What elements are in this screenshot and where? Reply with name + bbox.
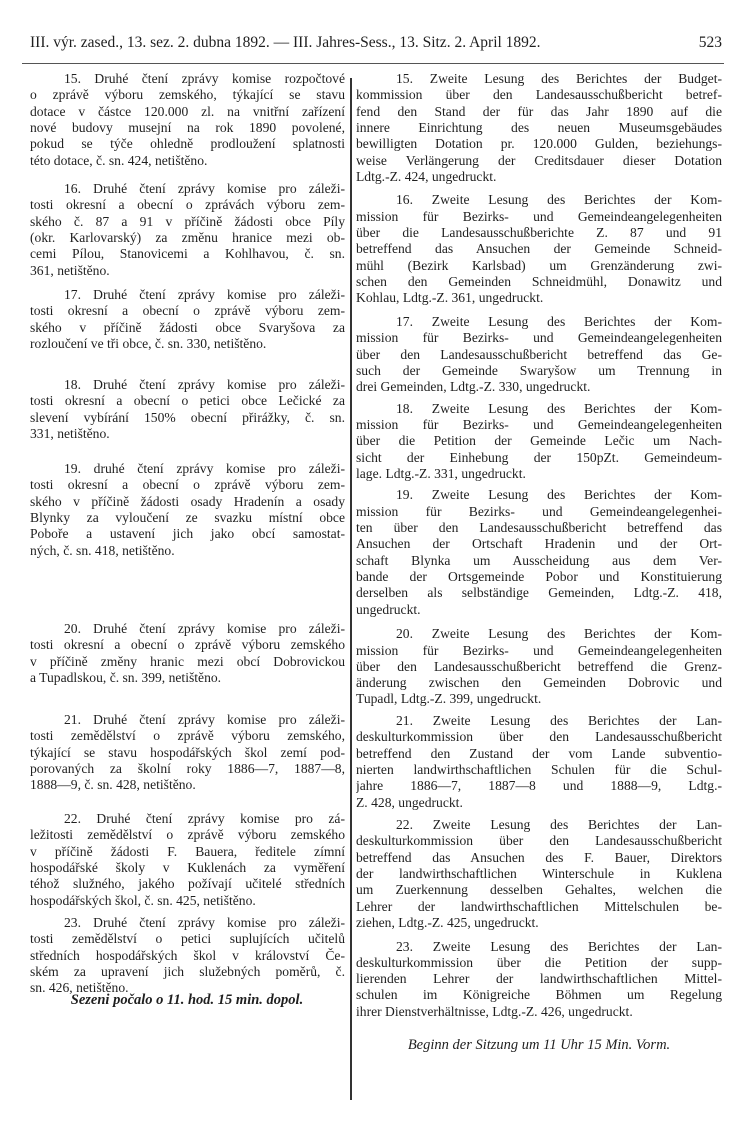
text-line: cemi Pílou, Stanovicemi a Kohlhavou, č. sn. [30, 246, 345, 262]
text-line: porovaných za školní roky 1886—7, 1887—8, [30, 760, 345, 776]
text-line: sn. 426, netištěno. [30, 980, 129, 996]
text-line: ležitosti zemědělství o zprávě výboru zemského [30, 827, 345, 843]
text-line: ského v příčině žádosti obce Svaryšova za [30, 319, 345, 335]
text-line: änderung zwischen den Gemeinden Dobrovic und [356, 675, 722, 691]
czech-agenda-item [30, 810, 345, 908]
german-agenda-item [356, 400, 722, 482]
text-line: mission für Bezirks- und Gemeindeangelegenheiten [356, 642, 722, 658]
text-line: jahre 1886—7, 1887—8 und 1888—9, Ldtg.- [356, 778, 722, 794]
text-line: tosti zemědělství o zprávě výboru zemského, [30, 728, 345, 744]
text-line: 331, netištěno. [30, 425, 110, 441]
text-line: der landwirthschaftlichen Winterschule in Kuklena [356, 865, 722, 881]
text-line: 19. druhé čtení zprávy komise pro záleži- [64, 461, 345, 476]
german-agenda-item [356, 712, 722, 810]
text-line: dotace v částce 120.000 zl. na vnitřní zařízení [30, 103, 345, 119]
text-line: drei Gemeinden, Ldtg.-Z. 330, ungedruckt. [356, 379, 591, 395]
text-line: ziehen, Ldtg.-Z. 425, ungedruckt. [356, 914, 539, 930]
text-line: 17. Zweite Lesung des Berichtes der Kom- [396, 313, 722, 329]
text-line: ského č. 87 a 91 v příčině žádosti obce Píly [30, 213, 345, 229]
text-line: weise Verlängerung der Creditsdauer dieser Dotation [356, 152, 722, 168]
text-line: deskulturkommission über den Landesausschußbericht [356, 833, 722, 849]
text-line: lage. Ldtg.-Z. 331, ungedruckt. [356, 465, 526, 481]
czech-agenda-item [30, 914, 345, 996]
text-line: tosti okresní a obecní o petici obce Lečické za [30, 393, 345, 409]
text-line: um Zuerkennung desselben Gehaltes, welchen die [356, 882, 722, 898]
page-number: 523 [698, 34, 722, 51]
text-line: schulen im Königreiche Böhmen um Regelung [356, 987, 722, 1003]
text-line: 19. Zweite Lesung des Berichtes der Kom- [396, 487, 722, 503]
text-line: tosti zemědělství o petici suplujících učitelů [30, 931, 345, 947]
text-line: téhož služného, jakého požívají učitelé středních [30, 876, 345, 892]
czech-agenda-item [30, 286, 345, 351]
text-line: über die Petition der Gemeinde Lečic um Nach- [356, 433, 722, 449]
czech-agenda-item [30, 620, 345, 685]
column-divider [350, 78, 352, 1100]
text-line: v příčině žádosti F. Bauera, ředitele zímní [30, 843, 345, 859]
text-line: bewilligten Dotation pr. 120.000 Gulden, beziehungs- [356, 136, 722, 152]
text-line: Kohlau, Ldtg.-Z. 361, ungedruckt. [356, 290, 544, 306]
running-header [30, 34, 722, 52]
text-line: kommission über den Landesausschußbericht betref- [356, 87, 722, 103]
text-line: 15. Zweite Lesung des Berichtes der Budget- [396, 71, 722, 86]
text-line: tosti okresní a obecní o zprávě výboru zem- [30, 477, 345, 493]
text-line: 1888—9, č. sn. 428, netištěno. [30, 777, 196, 793]
text-line: betreffend den Zustand der vom Lande subventio- [356, 745, 722, 761]
text-line: a Tupadlskou, č. sn. 399, netištěno. [30, 669, 222, 685]
text-line: 22. Druhé čtení zprávy komise pro zá- [64, 811, 345, 826]
text-line: 361, netištěno. [30, 262, 110, 278]
czech-agenda-item [30, 376, 345, 441]
text-line: této dotace, č. sn. 424, netištěno. [30, 152, 208, 168]
text-line: ten über den Landesausschußbericht betreffend das [356, 520, 722, 536]
text-line: tosti okresní a obecní o zprávě výboru zem- [30, 303, 345, 319]
text-line: such der Gemeinde Swaryšow um Trennung in [356, 362, 722, 378]
text-line: 22. Zweite Lesung des Berichtes der Lan- [396, 817, 722, 833]
text-line: hospodářských škol, č. sn. 425, netištěno. [30, 892, 256, 908]
czech-agenda-item [30, 711, 345, 793]
text-line: mission für Bezirks- und Gemeindeangelegenhei- [356, 503, 722, 519]
text-line: über den Landesausschußbericht betreffend das Ge- [356, 346, 722, 362]
text-line: ského v příčině žádosti osady Hradenín a osady [30, 493, 345, 509]
text-line: ungedruckt. [356, 601, 421, 617]
text-line: mission für Bezirks- und Gemeindeangelegenheiten [356, 330, 722, 346]
text-line: ském za upravení jich služebných poměrů, č. [30, 963, 345, 979]
text-line: mission für Bezirks- und Gemeindeangelegenheiten [356, 416, 722, 432]
text-line: Blynky za vyloučení ze svazku místní obce [30, 509, 345, 525]
text-line: mission für Bezirks- und Gemeindeangelegenheiten [356, 208, 722, 224]
text-line: slevení vybírání 150% obecní přirážky, č. sn. [30, 409, 345, 425]
text-line: 16. Zweite Lesung des Berichtes der Kom- [396, 192, 722, 208]
text-line: bande der Ortsgemeinde Pobor und Konstituierung [356, 568, 722, 584]
text-line: deskulturkommission über den Landesausschußbericht [356, 729, 722, 745]
header-title: III. výr. zased., 13. sez. 2. dubna 1892. — III. Jahres-Sess., 13. Sitz. 2. April 1892. [30, 34, 541, 51]
text-line: 23. Zweite Lesung des Berichtes der Lan- [396, 938, 722, 954]
german-agenda-item [356, 313, 722, 395]
text-line: derselben als selbständige Gemeinden, Ldtg.-Z. 418, [356, 585, 722, 601]
text-line: 20. Druhé čtení zprávy komise pro záleži- [64, 621, 345, 636]
text-line: deskulturkommission über die Petition der supp- [356, 954, 722, 970]
text-line: 18. Druhé čtení zprávy komise pro záleži- [64, 377, 345, 392]
text-line: Lehrer der landwirthschaftlichen Mittelschulen be- [356, 898, 722, 914]
german-agenda-item [356, 625, 722, 707]
text-line: v příčině změny hranic mezi obcí Dobrovickou [30, 653, 345, 669]
text-line: hospodářské školy v Kuklenách za vyměření [30, 859, 345, 875]
text-line: betreffend das Ansuchen der Gemeinde Schneid- [356, 241, 722, 257]
text-line: rozloučení ve tři obce, č. sn. 330, netištěno. [30, 335, 267, 351]
text-line: 23. Druhé čtení zprávy komise pro záleži- [64, 915, 345, 930]
text-line: (okr. Karlovarský) za změnu hranice mezi ob- [30, 229, 345, 245]
czech-agenda-item [30, 460, 345, 558]
text-line: lierenden Lehrer der landwirthschaftlichen Mittel- [356, 971, 722, 987]
text-line: schaft Blynka um Ausscheidung aus dem Ver- [356, 552, 722, 568]
text-line: Ldtg.-Z. 424, ungedruckt. [356, 168, 497, 184]
german-agenda-item [356, 486, 722, 617]
text-line: ihrer Dienstverhältnisse, Ldtg.-Z. 426, ungedruckt. [356, 1003, 633, 1019]
text-line: über die Landesausschußberichte Z. 87 und 91 [356, 225, 722, 241]
text-line: schen den Gemeinden Schneidmühl, Donawitz und [356, 274, 722, 289]
german-session-start-note: Beginn der Sitzung um 11 Uhr 15 Min. Vorm. [407, 1037, 671, 1053]
text-line: 20. Zweite Lesung des Berichtes der Kom- [396, 626, 722, 642]
text-line: tosti okresní a obecní o zprávě výboru zemského [30, 637, 345, 653]
text-line: Ansuchen der Ortschaft Hradenin und der Ort- [356, 536, 722, 552]
text-line: 16. Druhé čtení zprávy komise pro záleži- [64, 181, 345, 196]
text-line: innere Einrichtung des neuen Museumsgebäudes [356, 119, 722, 135]
text-line: Poboře a ustavení jich jako obcí samostat- [30, 526, 345, 542]
czech-agenda-item [30, 70, 345, 168]
text-line: o zprávě výboru zemského, týkající se stavu [30, 87, 345, 103]
text-line: ných, č. sn. 418, netištěno. [30, 542, 175, 558]
german-agenda-item [356, 816, 722, 930]
text-line: Z. 428, ungedruckt. [356, 794, 463, 810]
text-line: mühl (Bezirk Karlsbad) um Grenzänderung zwi- [356, 257, 722, 273]
header-rule [22, 63, 724, 64]
text-line: týkající se stavu hospodářských škol zemí pod- [30, 744, 345, 760]
text-line: pokud se týče ohledně prodloužení splatnosti [30, 136, 345, 152]
czech-session-start-note: Sezeni počalo o 11. hod. 15 min. dopol. [70, 992, 304, 1008]
text-line: tosti okresní a obecní o zprávách výboru zem- [30, 197, 345, 213]
german-agenda-item [356, 191, 722, 305]
text-line: betreffend das Ansuchen des F. Bauer, Direktors [356, 849, 722, 865]
text-line: fend den Stand der für das Jahr 1890 auf die [356, 103, 722, 119]
text-line: 17. Druhé čtení zprávy komise pro záleži- [64, 287, 345, 302]
text-line: nierten landwirthschaftlichen Schulen für die Schul- [356, 761, 722, 777]
german-agenda-item [356, 938, 722, 1020]
text-line: 15. Druhé čtení zprávy komise rozpočtové [64, 71, 345, 86]
czech-agenda-item [30, 180, 345, 278]
text-line: über den Landesausschußbericht betreffend die Grenz- [356, 658, 722, 674]
text-line: nové budovy musejní na rok 1890 povolené, [30, 119, 345, 135]
text-line: 21. Druhé čtení zprávy komise pro záleži- [64, 712, 345, 727]
text-line: 18. Zweite Lesung des Berichtes der Kom- [396, 400, 722, 416]
text-line: Tupadl, Ldtg.-Z. 399, ungedruckt. [356, 691, 542, 707]
text-line: 21. Zweite Lesung des Berichtes der Lan- [396, 712, 722, 728]
german-agenda-item [356, 70, 722, 184]
text-line: středních hospodářských škol v království Če- [30, 947, 345, 963]
text-line: sicht der Einhebung der 150pZt. Gemeindeum- [356, 449, 722, 465]
